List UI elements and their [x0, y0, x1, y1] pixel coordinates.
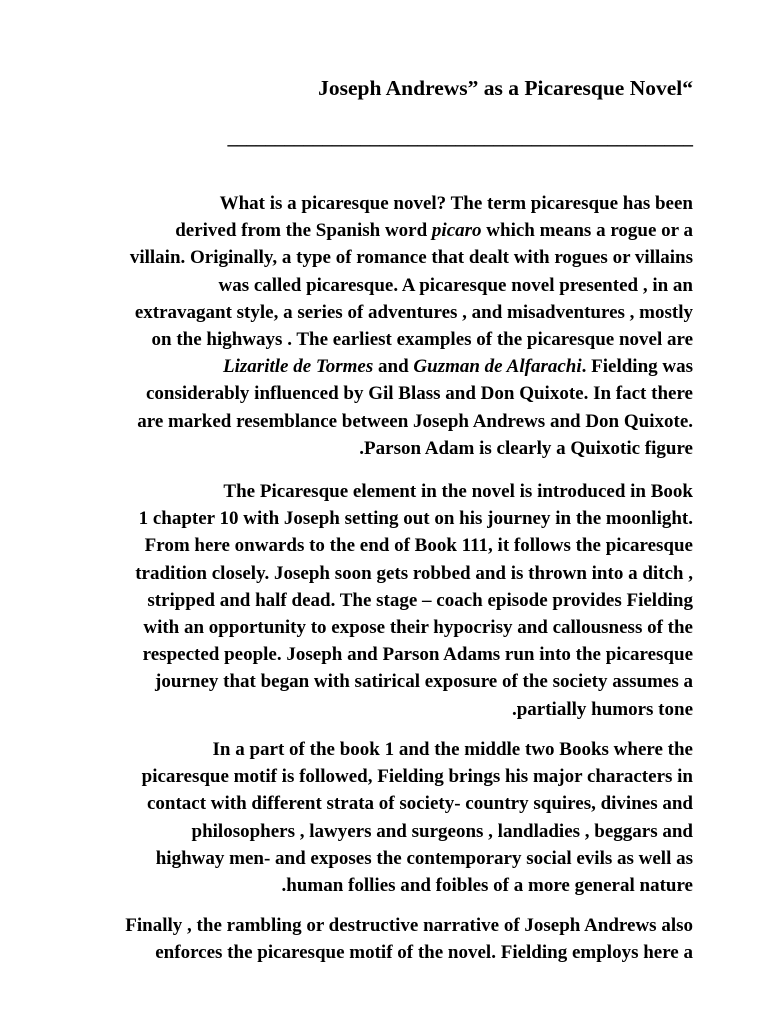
paragraph-line: enforces the picaresque motif of the novel. Fielding employs here a	[155, 942, 693, 964]
paragraph-line: respected people. Joseph and Parson Adams run into the picaresque	[142, 644, 693, 666]
paragraph-line: contact with different strata of society- country squires, divines and	[146, 793, 693, 815]
paragraph-line: stripped and half dead. The stage – coach episode provides Fielding	[147, 589, 693, 611]
paragraph-line: .partially humors tone	[511, 698, 693, 720]
paragraph-line: .human follies and foibles of a more general nature	[281, 875, 693, 897]
paragraph-line: with an opportunity to expose their hypocrisy and callousness of the	[143, 617, 693, 639]
paragraph-line: was called picaresque. A picaresque novel presented , in an	[218, 274, 693, 296]
paragraph-line: 1 chapter 10 with Joseph setting out on his journey in the moonlight.	[138, 508, 693, 530]
paragraph-1	[130, 190, 693, 462]
paragraph-4	[125, 912, 693, 966]
paragraph-2	[135, 478, 693, 723]
paragraph-line: .Parson Adam is clearly a Quixotic figure	[359, 437, 693, 459]
paragraph-line: on the highways . The earliest examples of the picaresque novel are	[151, 329, 693, 351]
paragraph-line: journey that began with satirical exposure of the society assumes a	[155, 671, 693, 693]
paragraph-3	[142, 736, 693, 899]
paragraph-line: picaresque motif is followed, Fielding brings his major characters in	[141, 766, 693, 788]
paragraph-line: The Picaresque element in the novel is introduced in Book	[223, 481, 693, 502]
paragraph-line: philosophers , lawyers and surgeons , landladies , beggars and	[191, 820, 693, 842]
paragraph-line: considerably influenced by Gil Blass and Don Quixote. In fact there	[145, 383, 693, 405]
document-title: Joseph Andrews” as a Picaresque Novel“	[318, 76, 693, 100]
paragraph-line: In a part of the book 1 and the middle two Books where the	[212, 739, 693, 760]
paragraph-line: extravagant style, a series of adventures , and misadventures , mostly	[134, 301, 693, 323]
paragraph-line: highway men- and exposes the contemporary social evils as well as	[155, 847, 693, 869]
title-underline: _________________________________________________	[227, 128, 693, 149]
paragraph-line: tradition closely. Joseph soon gets robbed and is thrown into a ditch ,	[135, 562, 693, 584]
paragraph-line: derived from the Spanish word picaro which means a rogue or a	[175, 220, 693, 242]
paragraph-line: Finally , the rambling or destructive narrative of Joseph Andrews also	[125, 915, 693, 936]
paragraph-line: What is a picaresque novel? The term picaresque has been	[219, 193, 693, 214]
paragraph-line: Lizaritle de Tormes and Guzman de Alfarachi. Fielding was	[223, 356, 693, 378]
paragraph-line: are marked resemblance between Joseph Andrews and Don Quixote.	[137, 410, 693, 432]
paragraph-line: From here onwards to the end of Book 111, it follows the picaresque	[144, 535, 693, 557]
paragraph-line: villain. Originally, a type of romance that dealt with rogues or villains	[129, 247, 693, 269]
